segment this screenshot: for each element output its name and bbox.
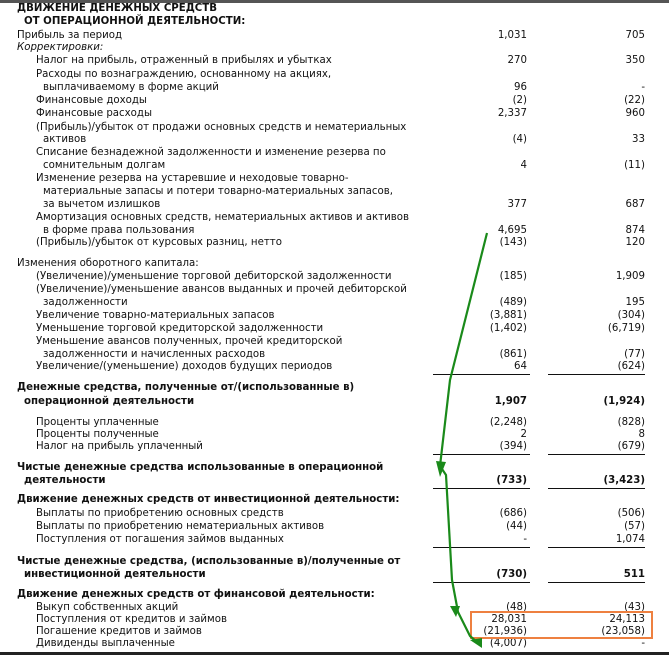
value-col2: (828) <box>617 417 645 428</box>
table-row <box>0 82 669 94</box>
value-col2: 120 <box>625 237 645 248</box>
value-col2: (1,924) <box>603 396 645 407</box>
subtotal-rule <box>548 374 645 375</box>
value-col2: (77) <box>624 349 645 360</box>
section-title-line2: ОТ ОПЕРАЦИОННОЙ ДЕЯТЕЛЬНОСТИ: <box>24 16 246 27</box>
value-col1: (394) <box>499 441 527 452</box>
total-rule <box>433 488 530 489</box>
row-label: Уменьшение авансов полученных, прочей кредиторской <box>36 336 343 347</box>
table-row <box>0 69 669 81</box>
table-row <box>0 30 669 42</box>
row-label: Увеличение/(уменьшение) доходов будущих периодов <box>36 361 333 372</box>
row-label: Амортизация основных средств, нематериальных активов и активов <box>36 212 409 223</box>
row-label-cont: операционной деятельности <box>24 396 195 407</box>
table-row <box>0 95 669 107</box>
table-row <box>0 284 669 296</box>
subtotal-rule <box>433 374 530 375</box>
row-label-cont: инвестиционной деятельности <box>24 569 206 580</box>
table-row <box>0 147 669 159</box>
table-row <box>0 271 669 283</box>
subtotal-rule <box>548 547 645 548</box>
value-col1: 28,031 <box>491 614 527 625</box>
value-col2: - <box>641 638 645 649</box>
total-rule <box>433 582 530 583</box>
value-col2: (3,423) <box>603 475 645 486</box>
value-col1: 96 <box>514 82 527 93</box>
value-col1: (686) <box>499 508 527 519</box>
total-rule <box>548 488 645 489</box>
value-col1: (2,248) <box>489 417 527 428</box>
row-label: Финансовые доходы <box>36 95 147 106</box>
value-col2: 960 <box>625 108 645 119</box>
row-label: Проценты полученные <box>36 429 159 440</box>
table-row <box>0 638 669 650</box>
value-col1: (44) <box>506 521 527 532</box>
table-row <box>0 108 669 120</box>
table-row <box>0 258 669 270</box>
row-label: Поступления от погашения займов выданных <box>36 534 284 545</box>
row-label-cont: сомнительным долгам <box>43 160 166 171</box>
row-label: Выплаты по приобретению нематериальных активов <box>36 521 325 532</box>
row-label: (Увеличение)/уменьшение авансов выданных и прочей дебиторской <box>36 284 407 295</box>
table-row <box>0 349 669 361</box>
row-label-cont: за вычетом излишков <box>43 199 161 210</box>
subtotal-rule <box>433 454 530 455</box>
row-label: Расходы по вознаграждению, основанному на акциях, <box>36 69 332 80</box>
value-col2: (57) <box>624 521 645 532</box>
row-label: Уменьшение торговой кредиторской задолженности <box>36 323 324 334</box>
table-row <box>0 323 669 335</box>
value-col2: 8 <box>638 429 645 440</box>
table-row <box>0 336 669 348</box>
row-label: Изменение резерва на устаревшие и неходовые товарно- <box>36 173 349 184</box>
value-col1: (4) <box>512 134 527 145</box>
value-col1: 2,337 <box>497 108 527 119</box>
section-title: Движение денежных средств от финансовой деятельности: <box>17 589 375 600</box>
value-col2: - <box>641 82 645 93</box>
row-label-cont: материальные запасы и потери товарно-материальных запасов, <box>43 186 393 197</box>
row-label: Денежные средства, полученные от/(использованные в) <box>17 382 355 393</box>
value-col2: 705 <box>625 30 645 41</box>
table-row <box>0 297 669 309</box>
row-label: Погашение кредитов и займов <box>36 626 202 637</box>
table-row <box>0 508 669 520</box>
subsection-label: Корректировки: <box>17 42 104 53</box>
table-row <box>0 417 669 429</box>
value-col1: (1,402) <box>489 323 527 334</box>
value-col1: 64 <box>514 361 527 372</box>
row-label-cont: активов <box>43 134 87 145</box>
table-row <box>0 475 669 487</box>
value-col1: (4,007) <box>489 638 527 649</box>
table-row <box>0 441 669 453</box>
table-row <box>0 429 669 441</box>
value-col1: (3,881) <box>489 310 527 321</box>
value-col1: (143) <box>499 237 527 248</box>
row-label: Выкуп собственных акций <box>36 602 179 613</box>
row-label: Налог на прибыль, отраженный в прибылях и убытках <box>36 55 332 66</box>
subtotal-rule <box>548 454 645 455</box>
value-col1: (185) <box>499 271 527 282</box>
row-label-cont: задолженности <box>43 297 128 308</box>
table-row <box>0 186 669 198</box>
value-col1: (861) <box>499 349 527 360</box>
row-label-cont: выплачиваемому в форме акций <box>43 82 219 93</box>
table-row <box>0 361 669 373</box>
table-row <box>0 42 669 54</box>
row-label-cont: в форме права пользования <box>43 225 195 236</box>
value-col2: (304) <box>617 310 645 321</box>
row-label: Налог на прибыль уплаченный <box>36 441 203 452</box>
value-col1: (21,936) <box>483 626 527 637</box>
row-label: Поступления от кредитов и займов <box>36 614 227 625</box>
table-row <box>0 173 669 185</box>
total-rule <box>548 582 645 583</box>
table-row <box>0 310 669 322</box>
value-col2: (11) <box>624 160 645 171</box>
section-title-line1: ДВИЖЕНИЕ ДЕНЕЖНЫХ СРЕДСТВ <box>17 3 217 14</box>
row-label: Чистые денежные средства, (использованные в)/полученные от <box>17 556 401 567</box>
value-col1: 377 <box>507 199 527 210</box>
value-col2: (624) <box>617 361 645 372</box>
value-col1: 4,695 <box>497 225 527 236</box>
row-label: Проценты уплаченные <box>36 417 159 428</box>
row-label: (Прибыль)/убыток от продажи основных средств и нематериальных <box>36 122 407 133</box>
row-label: (Прибыль)/убыток от курсовых разниц, нетто <box>36 237 282 248</box>
section-title-investing <box>0 494 669 506</box>
row-label-cont: задолженности и начисленных расходов <box>43 349 266 360</box>
table-row <box>0 212 669 224</box>
value-col2: 350 <box>625 55 645 66</box>
value-col1: (489) <box>499 297 527 308</box>
value-col2: 687 <box>625 199 645 210</box>
value-col2: 1,074 <box>615 534 645 545</box>
row-label-cont: деятельности <box>24 475 106 486</box>
subsection-label: Изменения оборотного капитала: <box>17 258 199 269</box>
value-col1: 1,031 <box>497 30 527 41</box>
value-col1: 1,907 <box>494 396 527 407</box>
table-row <box>0 55 669 67</box>
value-col1: 2 <box>520 429 527 440</box>
table-row <box>0 396 669 408</box>
table-row <box>0 134 669 146</box>
value-col2: (23,058) <box>601 626 645 637</box>
value-col1: (733) <box>496 475 527 486</box>
value-col1: (2) <box>512 95 527 106</box>
row-label: Дивиденды выплаченные <box>36 638 175 649</box>
table-row <box>0 462 669 474</box>
row-label: Увеличение товарно-материальных запасов <box>36 310 275 321</box>
value-col1: (730) <box>496 569 527 580</box>
row-label: Финансовые расходы <box>36 108 153 119</box>
table-row <box>0 521 669 533</box>
subtotal-rule <box>433 547 530 548</box>
table-row <box>0 199 669 211</box>
table-row <box>0 556 669 568</box>
highlight-box <box>470 611 653 639</box>
value-col1: 270 <box>507 55 527 66</box>
value-col1: (48) <box>506 602 527 613</box>
table-row <box>0 160 669 172</box>
row-label: Выплаты по приобретению основных средств <box>36 508 284 519</box>
value-col2: (43) <box>624 602 645 613</box>
value-col2: 874 <box>625 225 645 236</box>
table-row <box>0 382 669 394</box>
table-row <box>0 569 669 581</box>
section-title-operating <box>0 3 669 15</box>
table-row <box>0 237 669 249</box>
value-col2: 195 <box>625 297 645 308</box>
value-col2: 33 <box>632 134 645 145</box>
row-label: Списание безнадежной задолженности и изменение резерва по <box>36 147 386 158</box>
table-row <box>0 122 669 134</box>
section-title: Движение денежных средств от инвестиционной деятельности: <box>17 494 400 505</box>
value-col1: - <box>523 534 527 545</box>
value-col2: (679) <box>617 441 645 452</box>
value-col2: 24,113 <box>609 614 645 625</box>
row-label: Прибыль за период <box>17 30 123 41</box>
row-label: Чистые денежные средства использованные в операционной <box>17 462 384 473</box>
row-label: (Увеличение)/уменьшение торговой дебиторской задолженности <box>36 271 392 282</box>
section-title-operating-line2-row <box>0 16 669 28</box>
value-col1: 4 <box>520 160 527 171</box>
section-title-financing <box>0 589 669 601</box>
value-col2: (6,719) <box>607 323 645 334</box>
table-row <box>0 225 669 237</box>
value-col2: 511 <box>623 569 645 580</box>
value-col2: 1,909 <box>615 271 645 282</box>
value-col2: (22) <box>624 95 645 106</box>
table-row <box>0 534 669 546</box>
value-col2: (506) <box>617 508 645 519</box>
